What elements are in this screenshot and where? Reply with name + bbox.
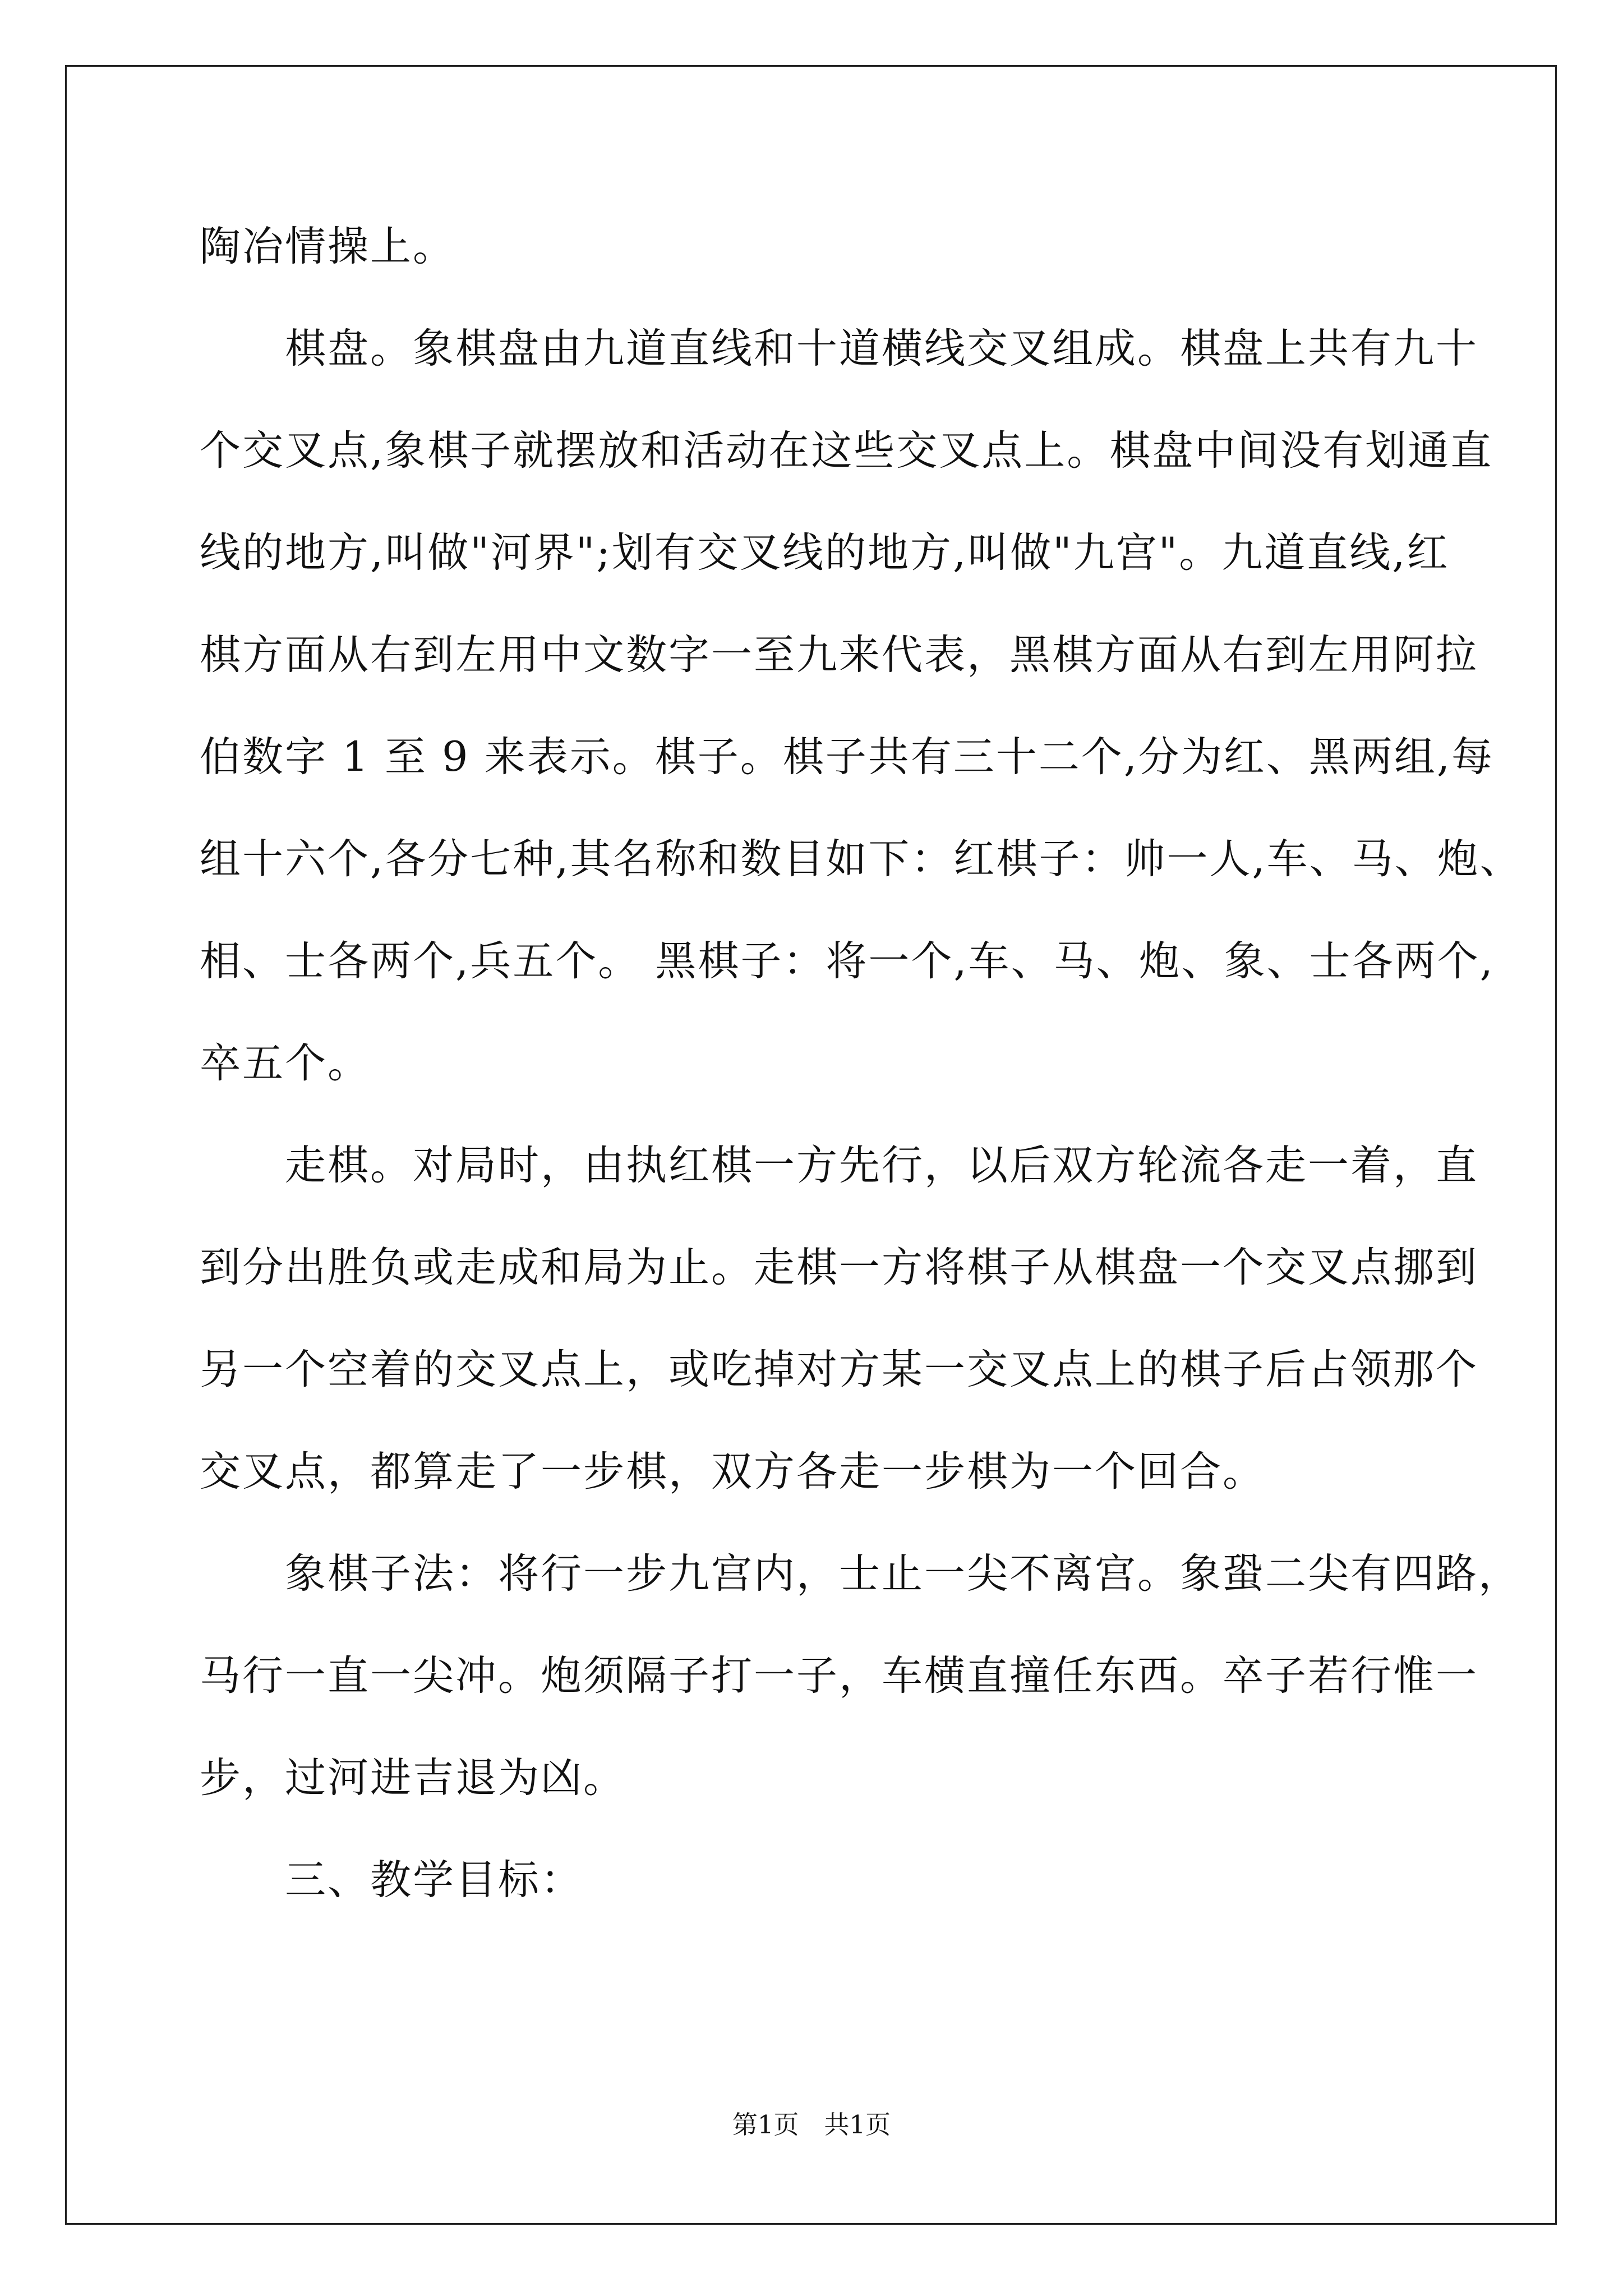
text-line: 交叉点，都算走了一步棋，双方各走一步棋为一个回合。 bbox=[200, 1448, 1265, 1496]
text-line: 线的地方,叫做"河界";划有交叉线的地方,叫做"九宫"。九道直线,红 bbox=[200, 529, 1450, 577]
page-footer: 第1页 共1页 bbox=[732, 2110, 891, 2139]
text-line: 棋盘。象棋盘由九道直线和十道横线交叉组成。棋盘上共有九十 bbox=[200, 325, 1478, 372]
text-line: 卒五个。 bbox=[200, 1039, 370, 1087]
text-line: 组十六个,各分七种,其名称和数目如下：红棋子：帅一人,车、马、炮、 bbox=[200, 835, 1523, 883]
text-line: 另一个空着的交叉点上，或吃掉对方某一交叉点上的棋子后占领那个 bbox=[200, 1346, 1478, 1393]
text-line: 陶冶情操上。 bbox=[200, 223, 455, 270]
text-line: 象棋子法：将行一步九宫内，士止一尖不离宫。象蛩二尖有四路， bbox=[200, 1550, 1521, 1598]
text-line: 走棋。对局时，由执红棋一方先行，以后双方轮流各走一着，直 bbox=[200, 1142, 1478, 1189]
text-line: 相、士各两个,兵五个。 黑棋子：将一个,车、马、炮、象、士各两个, bbox=[200, 937, 1495, 985]
text-line: 伯数字 1 至 9 来表示。棋子。棋子共有三十二个,分为红、黑两组,每 bbox=[200, 733, 1495, 781]
text-line: 马行一直一尖冲。炮须隔子打一子，车横直撞任东西。卒子若行惟一 bbox=[200, 1652, 1478, 1700]
text-line: 到分出胜负或走成和局为止。走棋一方将棋子从棋盘一个交叉点挪到 bbox=[200, 1244, 1478, 1291]
text-line: 个交叉点,象棋子就摆放和活动在这些交叉点上。棋盘中间没有划通直 bbox=[200, 427, 1493, 475]
text-line: 步，过河进吉退为凶。 bbox=[200, 1754, 626, 1802]
text-line: 棋方面从右到左用中文数字一至九来代表，黑棋方面从右到左用阿拉 bbox=[200, 631, 1478, 679]
text-line: 三、教学目标： bbox=[200, 1856, 583, 1904]
